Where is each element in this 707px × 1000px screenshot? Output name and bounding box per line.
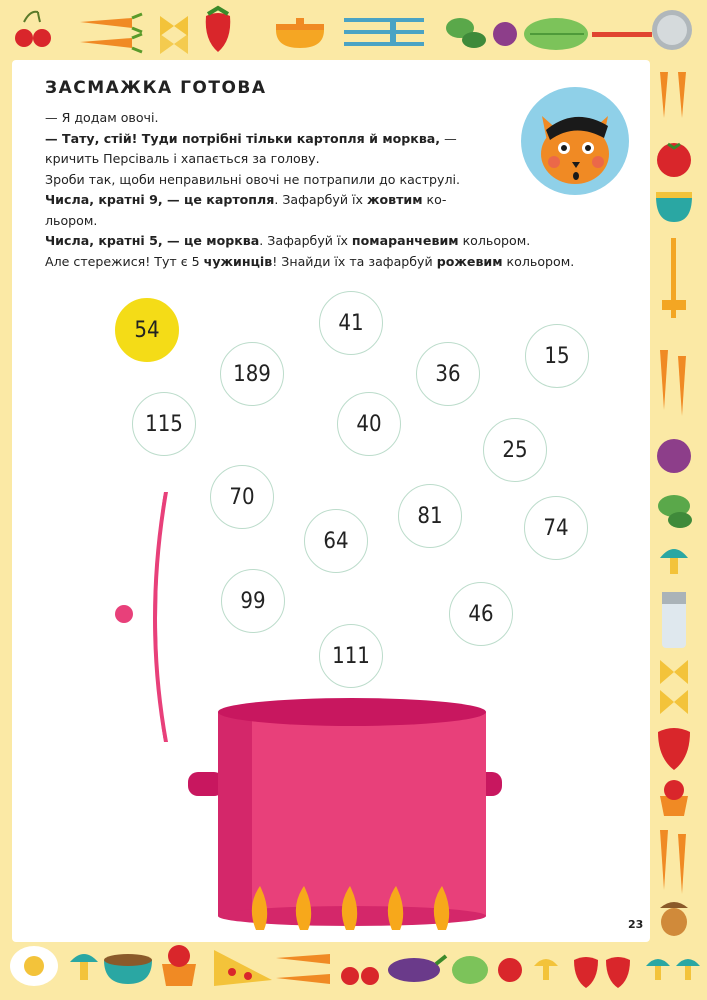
beet-icon (657, 439, 691, 473)
text-run: кольором. (502, 253, 575, 269)
bowl-icon (656, 192, 692, 222)
mushroom-icon (70, 954, 98, 980)
bowl-icon (104, 954, 152, 984)
berry-icon (493, 22, 517, 46)
pasta-icon (660, 660, 688, 714)
number-circle[interactable]: 115 (132, 392, 196, 456)
skimmer-icon (592, 10, 692, 50)
right-decoration-border (650, 60, 707, 940)
number-circle[interactable]: 111 (319, 624, 383, 688)
tomato-icon (498, 958, 522, 982)
bold-text: Числа, кратні 5, — це морква (45, 233, 260, 248)
strawberry-icon (206, 8, 231, 52)
text-run: Але стережися! Тут є 5 (45, 253, 204, 269)
instruction-line (45, 252, 615, 273)
lettuce-icon (452, 956, 488, 984)
number-circle[interactable]: 99 (221, 569, 285, 633)
bold-text: — Тату, стій! Туди потрібні тільки картопля й морква, (45, 130, 441, 146)
text-run: . Зафарбуй їх (274, 192, 367, 207)
pan-icon (246, 18, 324, 48)
text-run: кричить Персіваль і хапається за голову. (45, 151, 320, 166)
number-circle[interactable]: 64 (304, 509, 368, 573)
carrot-icon (660, 350, 686, 416)
basil-icon (658, 495, 692, 528)
number-circle[interactable]: 40 (337, 392, 401, 456)
text-run: льором. (45, 212, 98, 228)
text-run: кольором. (458, 233, 531, 248)
page-number: 23 (628, 918, 644, 931)
bold-text: жовтим (366, 192, 423, 207)
number-circle[interactable]: 15 (525, 324, 589, 388)
number-circle[interactable]: 54 (115, 298, 179, 362)
cupcake-icon (162, 945, 196, 986)
number-circle[interactable]: 36 (416, 342, 480, 406)
number-circle[interactable]: 41 (319, 291, 383, 355)
fork-icon (662, 238, 686, 318)
bottom-decoration-border (0, 940, 650, 1000)
pizza-icon (214, 950, 272, 986)
mushroom-icon (534, 959, 558, 980)
number-circle[interactable]: 74 (524, 496, 588, 560)
bold-text: помаранчевим (351, 233, 459, 248)
instruction-line (45, 211, 615, 232)
egg-icon (10, 946, 58, 986)
carrot-icon (660, 72, 686, 118)
number-circle[interactable]: 189 (220, 342, 284, 406)
tomato-icon (657, 143, 691, 177)
number-circle[interactable]: 46 (449, 582, 513, 646)
page-title: ЗАСМАЖКА ГОТОВА (45, 78, 267, 98)
bold-text: чужинців (203, 253, 273, 269)
number-circle[interactable]: 81 (398, 484, 462, 548)
pot-lid (115, 492, 168, 742)
lettuce-icon (524, 18, 588, 50)
strawberry-icon (574, 957, 630, 988)
text-run: . Зафарбуй їх (259, 233, 352, 248)
corner-decoration (640, 940, 707, 1000)
top-decoration-border (0, 0, 707, 60)
number-circle[interactable]: 25 (483, 418, 547, 482)
strawberry-icon (658, 728, 690, 770)
carrot-icon (80, 14, 142, 52)
fork-icon (344, 18, 424, 46)
text-run: ко- (422, 192, 447, 207)
text-run: ! Знайди їх та зафарбуй (272, 253, 437, 269)
basil-icon (446, 18, 486, 48)
acorn-icon (660, 902, 688, 936)
cherry-icon (15, 12, 51, 47)
pot-body (188, 698, 502, 926)
cupcake-icon (660, 780, 688, 816)
mushroom-icon (660, 549, 688, 574)
text-run: — Я додам овочі. (45, 110, 159, 125)
salt-shaker-icon (662, 592, 686, 648)
instruction-line (45, 231, 615, 252)
carrot-icon (276, 954, 330, 984)
number-circle[interactable]: 70 (210, 465, 274, 529)
cat-avatar-icon (520, 86, 630, 196)
bold-text: Числа, кратні 9, — це картопля (45, 192, 275, 207)
eggplant-icon (388, 956, 446, 982)
pasta-icon (160, 16, 188, 54)
cherry-icon (341, 967, 379, 985)
carrot-icon (660, 830, 686, 894)
bold-text: рожевим (436, 253, 503, 269)
text-run: Зроби так, щоби неправильні овочі не потрапили до каструлі. (45, 171, 461, 187)
mushroom-icon (646, 959, 700, 980)
text-run: — (440, 130, 457, 146)
